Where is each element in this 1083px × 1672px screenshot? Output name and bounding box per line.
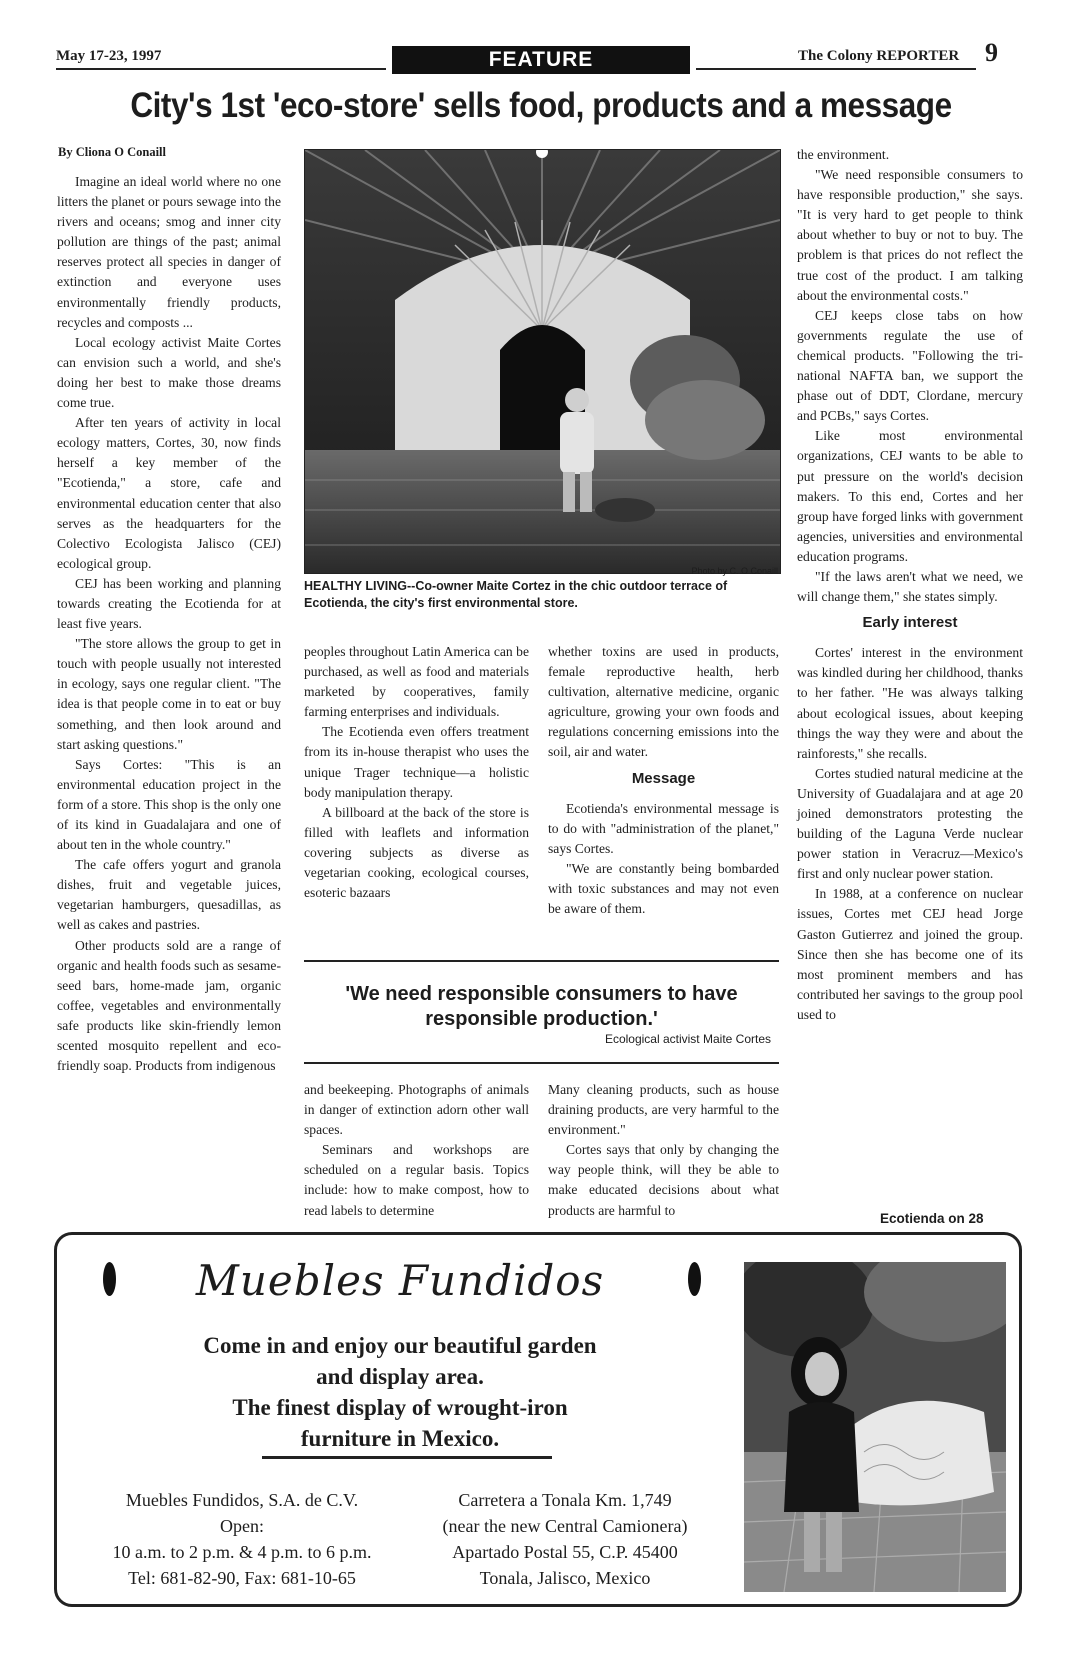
paragraph: CEJ keeps close tabs on how governments regulate the use of chemical products. "Following the tri-national NAFTA ban, we support the phase out of DDT, Clordane, mercury and PCBs," says Cortes.: [797, 307, 1023, 424]
bullet-dot-right: [688, 1262, 701, 1296]
paragraph: After ten years of activity in local ecology matters, Cortes, 30, now finds herself a key member of the "Ecotienda," a store, cafe and environmental education center that also serves as the headquarters for the Colectivo Ecologista Jalisco (CEJ) ecological group.: [57, 415, 281, 571]
ad-line: and display area.: [316, 1364, 484, 1389]
pull-quote-attribution: Ecological activist Maite Cortes: [604, 1032, 771, 1046]
article-column-2-top: [304, 642, 529, 903]
paragraph: The Ecotienda even offers treatment from its in-house therapist who uses the unique Trager technique—a holistic body manipulation therapy.: [304, 724, 529, 800]
ad-business-name: Muebles Fundidos: [195, 1256, 605, 1305]
subhead-message: Message: [631, 769, 696, 787]
paragraph: "The store allows the group to get in touch with people usually not interested in ecology, says one regular client. "The idea is that people come in to eat or buy something, and then look around and start asking questions.": [57, 636, 281, 752]
paragraph: Says Cortes: "This is an environmental education project in the form of a store. This shop is the only one of its kind in Guadalajara and one of about ten in the whole country.": [57, 756, 281, 853]
byline: By Cliona O Conaill: [58, 145, 167, 159]
photo-terrace-image: [305, 150, 780, 573]
ad-contact-left: [72, 1487, 412, 1591]
ad-contact-line: (near the new Central Camionera): [442, 1516, 688, 1536]
article-column-3-bottom: [548, 1080, 779, 1221]
paragraph: and beekeeping. Photographs of animals in danger of extinction adorn other wall spaces.: [304, 1082, 529, 1138]
continued-on-label: Ecotienda on 28: [880, 1211, 984, 1226]
paragraph: "If the laws aren't what we need, we will change them," she states simply.: [797, 568, 1023, 605]
ad-line: The finest display of wrought-iron: [232, 1395, 568, 1420]
ad-contact-line: Apartado Postal 55, C.P. 45400: [452, 1542, 678, 1562]
ad-line: Come in and enjoy our beautiful garden: [203, 1333, 597, 1358]
bullet-dot-left: [103, 1262, 116, 1296]
paragraph: "We are constantly being bombarded with toxic substances and may not even be aware of them.: [548, 860, 779, 917]
article-photo: [304, 149, 781, 574]
photo-credit: Photo by C. O Conaill: [691, 566, 778, 576]
paragraph: Cortes studied natural medicine at the University of Guadalajara and at age 20 joined demonstrators protesting the building of the Laguna Verde nuclear power station in Veracruz—Mexico's first and only nuclear power station.: [797, 765, 1023, 882]
paragraph: Cortes' interest in the environment was kindled during her childhood, thanks to her father. "He was always talking about ecological issues, about keeping things the way they were and about the rainforests," she recalls.: [797, 645, 1023, 761]
ad-contact-line: 10 a.m. to 2 p.m. & 4 p.m. to 6 p.m.: [112, 1542, 372, 1562]
paragraph: whether toxins are used in products, female reproductive health, herb cultivation, alternative medicine, organic agriculture, growing your own foods and regulations concerning emissions into the soil, air and water.: [548, 644, 779, 760]
article-column-2-bottom: [304, 1080, 529, 1221]
ad-contact-line: Tel: 681-82-90, Fax: 681-10-65: [128, 1568, 356, 1588]
ad-contact-line: Open:: [220, 1516, 264, 1536]
article-column-3-top: [548, 642, 779, 919]
issue-date: May 17-23, 1997: [56, 48, 162, 64]
article-column-1: [57, 172, 281, 1076]
paragraph: A billboard at the back of the store is filled with leaflets and information covering subjects as diverse as vegetarian cooking, ecological courses, esoteric bazaars: [304, 804, 529, 901]
pull-quote: 'We need responsible consumers to have responsible production.': [345, 983, 738, 1030]
ad-contact-line: Tonala, Jalisco, Mexico: [479, 1568, 651, 1588]
ad-photo: [744, 1262, 1006, 1592]
masthead-rule-right: [696, 68, 976, 70]
paragraph: Other products sold are a range of organic and health foods such as sesame-seed bars, home-made jam, organic coffee, vegetables and environmentally safe products like skin-friendly lemon scented mosquito repellent and eco-friendly soap. Products from indigenous: [57, 937, 281, 1074]
ad-contact-line: Muebles Fundidos, S.A. de C.V.: [125, 1490, 359, 1510]
ad-contact-right: [410, 1487, 720, 1591]
paragraph: the environment.: [797, 147, 890, 162]
ad-garden-image: [744, 1262, 1006, 1592]
article-headline: City's 1st 'eco-store' sells food, products and a message: [130, 86, 952, 125]
masthead-rule-left: [56, 68, 386, 70]
subhead-early-interest: Early interest: [862, 614, 958, 632]
ad-divider: [262, 1456, 552, 1459]
paragraph: Many cleaning products, such as house draining products, are very harmful to the environment.": [548, 1082, 779, 1138]
paragraph: Imagine an ideal world where no one litters the planet or pours sewage into the rivers and oceans; smog and inner city pollution are things of the past; animal reserves protect all species in danger of extinction and everyone uses environmentally friendly products, recycles and composts ...: [57, 174, 281, 330]
paragraph: Cortes says that only by changing the way people think, will they be able to make educated decisions about what products are harmful to: [548, 1142, 779, 1218]
ad-slogan: [120, 1330, 680, 1454]
article-column-4: [797, 145, 1023, 1025]
paragraph: Seminars and workshops are scheduled on a regular basis. Topics include: how to make compost, how to read labels to determine: [304, 1142, 529, 1218]
paragraph: Ecotienda's environmental message is to do with "administration of the planet," says Cortes.: [548, 800, 779, 856]
paragraph: CEJ has been working and planning towards creating the Ecotienda for at least five years.: [57, 575, 281, 632]
paragraph: The cafe offers yogurt and granola dishes, fruit and vegetable juices, vegetarian hamburgers, quesadillas, as well as cakes and pastries.: [57, 857, 281, 933]
photo-caption: HEALTHY LIVING--Co-owner Maite Cortez in the chic outdoor terrace of Ecotienda, the city's first environmental store.: [304, 579, 728, 610]
paragraph: peoples throughout Latin America can be purchased, as well as food and materials marketed by cooperatives, family farming enterprises and individuals.: [304, 644, 529, 720]
paragraph: Local ecology activist Maite Cortes can envision such a world, and she's doing her best to make those dreams come true.: [57, 334, 281, 411]
pull-quote-box: [304, 960, 779, 1064]
paragraph: "We need responsible consumers to have responsible production," she says. "It is very hard to get people to think about whether to buy or not to buy. The problem is that prices do not reflect the true cost of the product. I am talking about the environmental costs.": [797, 167, 1023, 303]
paragraph: In 1988, at a conference on nuclear issues, Cortes met CEJ head Jorge Gaston Gutierrez and joined the group. Since then she has become one of its most prominent members and has contributed her savings to the group pool used to: [797, 886, 1023, 1022]
section-label: FEATURE: [392, 46, 690, 74]
ad-line: furniture in Mexico.: [300, 1426, 500, 1451]
page-number: 9: [985, 38, 998, 67]
newspaper-name: The Colony REPORTER: [798, 48, 960, 64]
ad-contact-line: Carretera a Tonala Km. 1,749: [458, 1490, 672, 1510]
paragraph: Like most environmental organizations, CEJ wants to be able to put pressure on the world's decision makers. To this end, Cortes and her group have forged links with government agencies, universities and environmental education programs.: [797, 428, 1023, 564]
